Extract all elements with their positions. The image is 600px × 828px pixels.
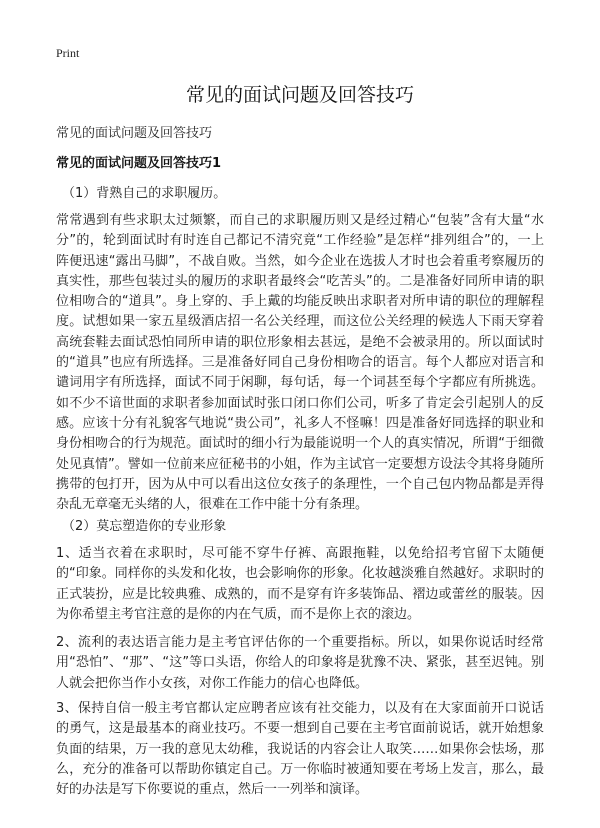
subsection-heading-2: （2）莫忘塑造你的专业形象 bbox=[62, 519, 227, 534]
paragraph-confidence: 3、保持自信一般主考官都认定应聘者应该有社交能力，以及有在大家面前开口说话的勇气，这是最基本的商业技巧。不要一想到自己要在主考官面前说话，就开始想象负面的结果，万一我的意见太幼稚，我说话的内容会让人取笑……如果你会怯场，那么，充分的准备可以帮助你镇定自己。万一你临时被通知要在考场上发言，那么，最好的办法是写下你要说的重点，然后一一列举和演译。 bbox=[56, 701, 544, 798]
document-title: 常见的面试问题及回答技巧 bbox=[185, 84, 414, 106]
paragraph-attire: 1、适当衣着在求职时，尽可能不穿牛仔裤、高跟拖鞋，以免给招考官留下太随便的“印象。同样你的头发和化妆，也会影响你的形象。化妆越淡雅自然越好。求职时的正式装扮，应是比较典雅、成熟的，而不是穿有许多装饰品、褶边或蕾丝的服装。因为你希望主考官注意的是你的内在气质，而不是你上衣的滚边。 bbox=[56, 546, 544, 622]
paragraph-resume: 常常遇到有些求职太过频繁，而自己的求职履历则又是经过精心“包装”含有大量“水分”的，轮到面试时有时连自己都记不清究竟“工作经验”是怎样“排列组合”的，一上阵便迅速“露出马脚”，不战自败。当然，如今企业在选拔人才时也会着重考察履历的真实性，那些包装过头的履历的求职者最终会“吃苦头”的。二是准备好同所申请的职位相吻合的“道具”。身上穿的、手上戴的均能反映出求职者对所申请的职位的理解程度。试想如果一家五星级酒店招一名公关经理，而这位公关经理的候选人下雨天穿着高统套鞋去面试恐怕同所申请的职位形象相去甚远，是绝不会被录用的。所以面试时的“道具”也应有所选择。三是准备好同自己身份相吻合的语言。每个人都应对语言和谴词用字有所选择，面试不同于闲聊，每句话，每一个词甚至每个字都应有所挑选。如不少不谙世面的求职者参加面试时张口闭口你们公司，听多了肯定会引起别人的反感。应该十分有礼貌客气地说“贵公司”，礼多人不怪嘛！四是准备好同选择的职业和身份相吻合的行为规范。面试时的细小行为最能说明一个人的真实情况，所谓“于细微处见真情”。譬如一位前来应征秘书的小姐，作为主试官一定要想方设法令其将身随所携带的包打开，因为从中可以看出这位女孩子的条理性，一个自己包内物品都是弄得杂乱无章毫无头绪的人，很难在工作中能十分有条理。 bbox=[56, 213, 544, 513]
print-label: Print bbox=[56, 46, 80, 60]
document-subtitle: 常见的面试问题及回答技巧 bbox=[56, 126, 213, 141]
paragraph-expression: 2、流利的表达语言能力是主考官评估你的一个重要指标。所以，如果你说话时经常用“恐怕”、“那”、“这”等口头语，你给人的印象将是犹豫不决、紧张，甚至迟钝。别人就会把你当作小女孩，对你工作能力的信心也降低。 bbox=[56, 635, 544, 691]
section-heading: 常见的面试问题及回答技巧1 bbox=[56, 156, 222, 171]
subsection-heading-1: （1）背熟自己的求职履历。 bbox=[62, 186, 227, 201]
